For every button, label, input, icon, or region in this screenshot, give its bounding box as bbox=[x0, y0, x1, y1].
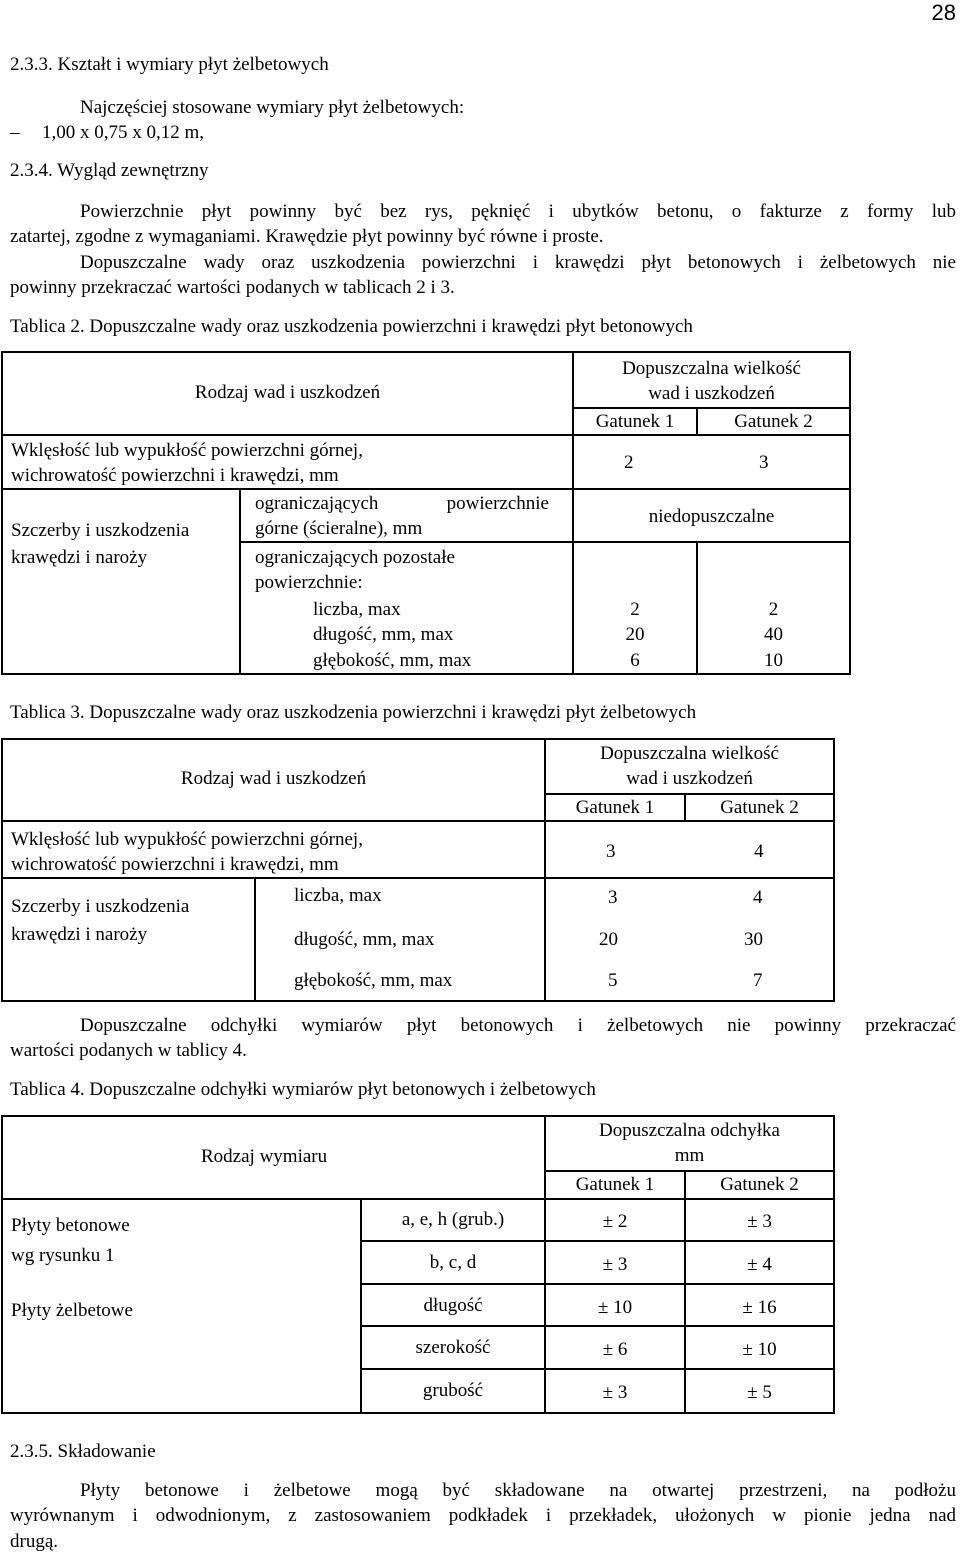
paragraph-line: zatartej, zgodne z wymaganiami. Krawędzie płyt powinny być równe i proste. bbox=[10, 226, 604, 247]
table-3-caption: Tablica 3. Dopuszczalne wady oraz uszkodzenia powierzchni i krawędzi płyt żelbetowych bbox=[10, 702, 697, 723]
dimension-item: 1,00 x 0,75 x 0,12 m, bbox=[42, 122, 205, 143]
table-3-grade-1: Gatunek 1 bbox=[545, 794, 685, 821]
paragraph-line: powinny przekraczać wartości podanych w tablicach 2 i 3. bbox=[10, 277, 455, 298]
table-4-caption: Tablica 4. Dopuszczalne odchyłki wymiarów płyt betonowych i żelbetowych bbox=[10, 1079, 596, 1100]
table-3-sub-label: liczba, max bbox=[255, 878, 545, 919]
table-3-grade-2: Gatunek 2 bbox=[685, 794, 834, 821]
table-3-row-1-values: 3 4 bbox=[545, 821, 834, 878]
table-4-g1: ± 10 bbox=[545, 1284, 685, 1326]
table-3-sub-label: długość, mm, max bbox=[255, 919, 545, 960]
table-3-sub-g1: 5 bbox=[545, 960, 685, 1001]
table-2-row-2-values: niedopuszczalne 2 2 20 40 6 10 bbox=[573, 489, 850, 674]
table-2-grade-2: Gatunek 2 bbox=[697, 408, 850, 435]
page-number: 28 bbox=[931, 0, 956, 25]
section-2-3-3-intro: Najczęściej stosowane wymiary płyt żelbetowych: bbox=[80, 97, 465, 118]
table-3-sub-label: głębokość, mm, max bbox=[255, 960, 545, 1001]
table-2-grade-1: Gatunek 1 bbox=[573, 408, 697, 435]
table-3-row-1-label: Wklęsłość lub wypukłość powierzchni górnej, wichrowatość powierzchni i krawędzi, mm bbox=[2, 821, 545, 878]
table-4-dim: b, c, d bbox=[361, 1241, 545, 1283]
table-4-dim: grubość bbox=[361, 1369, 545, 1413]
paragraph-line: wyrównanym i odwodnionym, z zastosowaniem podkładek i przekładek, ułożonych w pionie jedna nad bbox=[10, 1505, 956, 1526]
table-4-row-labels: Płyty betonowe wg rysunku 1 Płyty żelbetowe bbox=[2, 1199, 361, 1413]
table-3-header-kind: Rodzaj wad i uszkodzeń bbox=[2, 739, 545, 821]
table-4-grade-2: Gatunek 2 bbox=[685, 1171, 834, 1199]
table-4-g1: ± 3 bbox=[545, 1369, 685, 1413]
table-2-row-1-label: Wklęsłość lub wypukłość powierzchni górnej, wichrowatość powierzchni i krawędzi, mm bbox=[2, 435, 573, 489]
table-4-g2: ± 4 bbox=[685, 1241, 834, 1283]
table-2-header-allowed: Dopuszczalna wielkość wad i uszkodzeń bbox=[573, 352, 850, 408]
table-4-g2: ± 3 bbox=[685, 1199, 834, 1241]
table-2 bbox=[1, 351, 851, 675]
table-3-row-2-label: Szczerby i uszkodzenia krawędzi i naroży bbox=[2, 878, 255, 1001]
section-2-3-3-heading: 2.3.3. Kształt i wymiary płyt żelbetowych bbox=[10, 54, 329, 75]
table-3 bbox=[1, 738, 835, 1002]
table-4-g1: ± 3 bbox=[545, 1241, 685, 1283]
paragraph-line: Dopuszczalne wady oraz uszkodzenia powierzchni i krawędzi płyt betonowych i żelbetowych nie bbox=[80, 252, 956, 273]
table-4-dim: a, e, h (grub.) bbox=[361, 1199, 545, 1241]
table-4 bbox=[1, 1115, 835, 1414]
list-dash: – bbox=[10, 122, 20, 143]
table-4-g2: ± 10 bbox=[685, 1326, 834, 1368]
table-3-sub-g2: 4 bbox=[685, 878, 834, 919]
table-2-header-kind: Rodzaj wad i uszkodzeń bbox=[2, 352, 573, 435]
table-4-g1: ± 6 bbox=[545, 1326, 685, 1368]
table-4-g2: ± 16 bbox=[685, 1284, 834, 1326]
table-2-row-2-label: Szczerby i uszkodzenia krawędzi i naroży ograniczających powierzchnie górne (ścieralne), mm ograniczających pozostałe powierzchnie: liczba, max długość, mm, max głębokość, mm, max bbox=[2, 489, 573, 674]
table-3-sub-g1: 20 bbox=[599, 929, 618, 950]
paragraph-line: Płyty betonowe i żelbetowe mogą być składowane na otwartej przestrzeni, na podłożu bbox=[80, 1480, 956, 1501]
table-3-sub-g1: 3 bbox=[545, 878, 685, 919]
table-3-sub-g2: 30 bbox=[685, 919, 834, 960]
section-2-3-4-heading: 2.3.4. Wygląd zewnętrzny bbox=[10, 160, 209, 181]
table-4-g2: ± 5 bbox=[685, 1369, 834, 1413]
table-3-header-allowed: Dopuszczalna wielkość wad i uszkodzeń bbox=[545, 739, 834, 794]
paragraph-line: wartości podanych w tablicy 4. bbox=[10, 1040, 247, 1061]
table-4-dim: szerokość bbox=[361, 1326, 545, 1368]
paragraph-line: drugą. bbox=[10, 1531, 59, 1552]
table-4-header-allowed: Dopuszczalna odchyłka mm bbox=[545, 1116, 834, 1171]
table-4-g1: ± 2 bbox=[545, 1199, 685, 1241]
paragraph-line: Dopuszczalne odchyłki wymiarów płyt betonowych i żelbetowych nie powinny przekraczać bbox=[80, 1015, 956, 1036]
table-4-dim: długość bbox=[361, 1284, 545, 1326]
section-2-3-5-heading: 2.3.5. Składowanie bbox=[10, 1441, 156, 1462]
table-2-caption: Tablica 2. Dopuszczalne wady oraz uszkodzenia powierzchni i krawędzi płyt betonowych bbox=[10, 316, 693, 337]
table-4-grade-1: Gatunek 1 bbox=[545, 1171, 685, 1199]
table-3-sub-g2: 7 bbox=[685, 960, 834, 1001]
paragraph-line: Powierzchnie płyt powinny być bez rys, pęknięć i ubytków betonu, o fakturze z formy lub bbox=[80, 201, 956, 222]
table-2-row-1-values: 2 3 bbox=[573, 435, 850, 489]
table-4-header-kind: Rodzaj wymiaru bbox=[2, 1116, 545, 1199]
